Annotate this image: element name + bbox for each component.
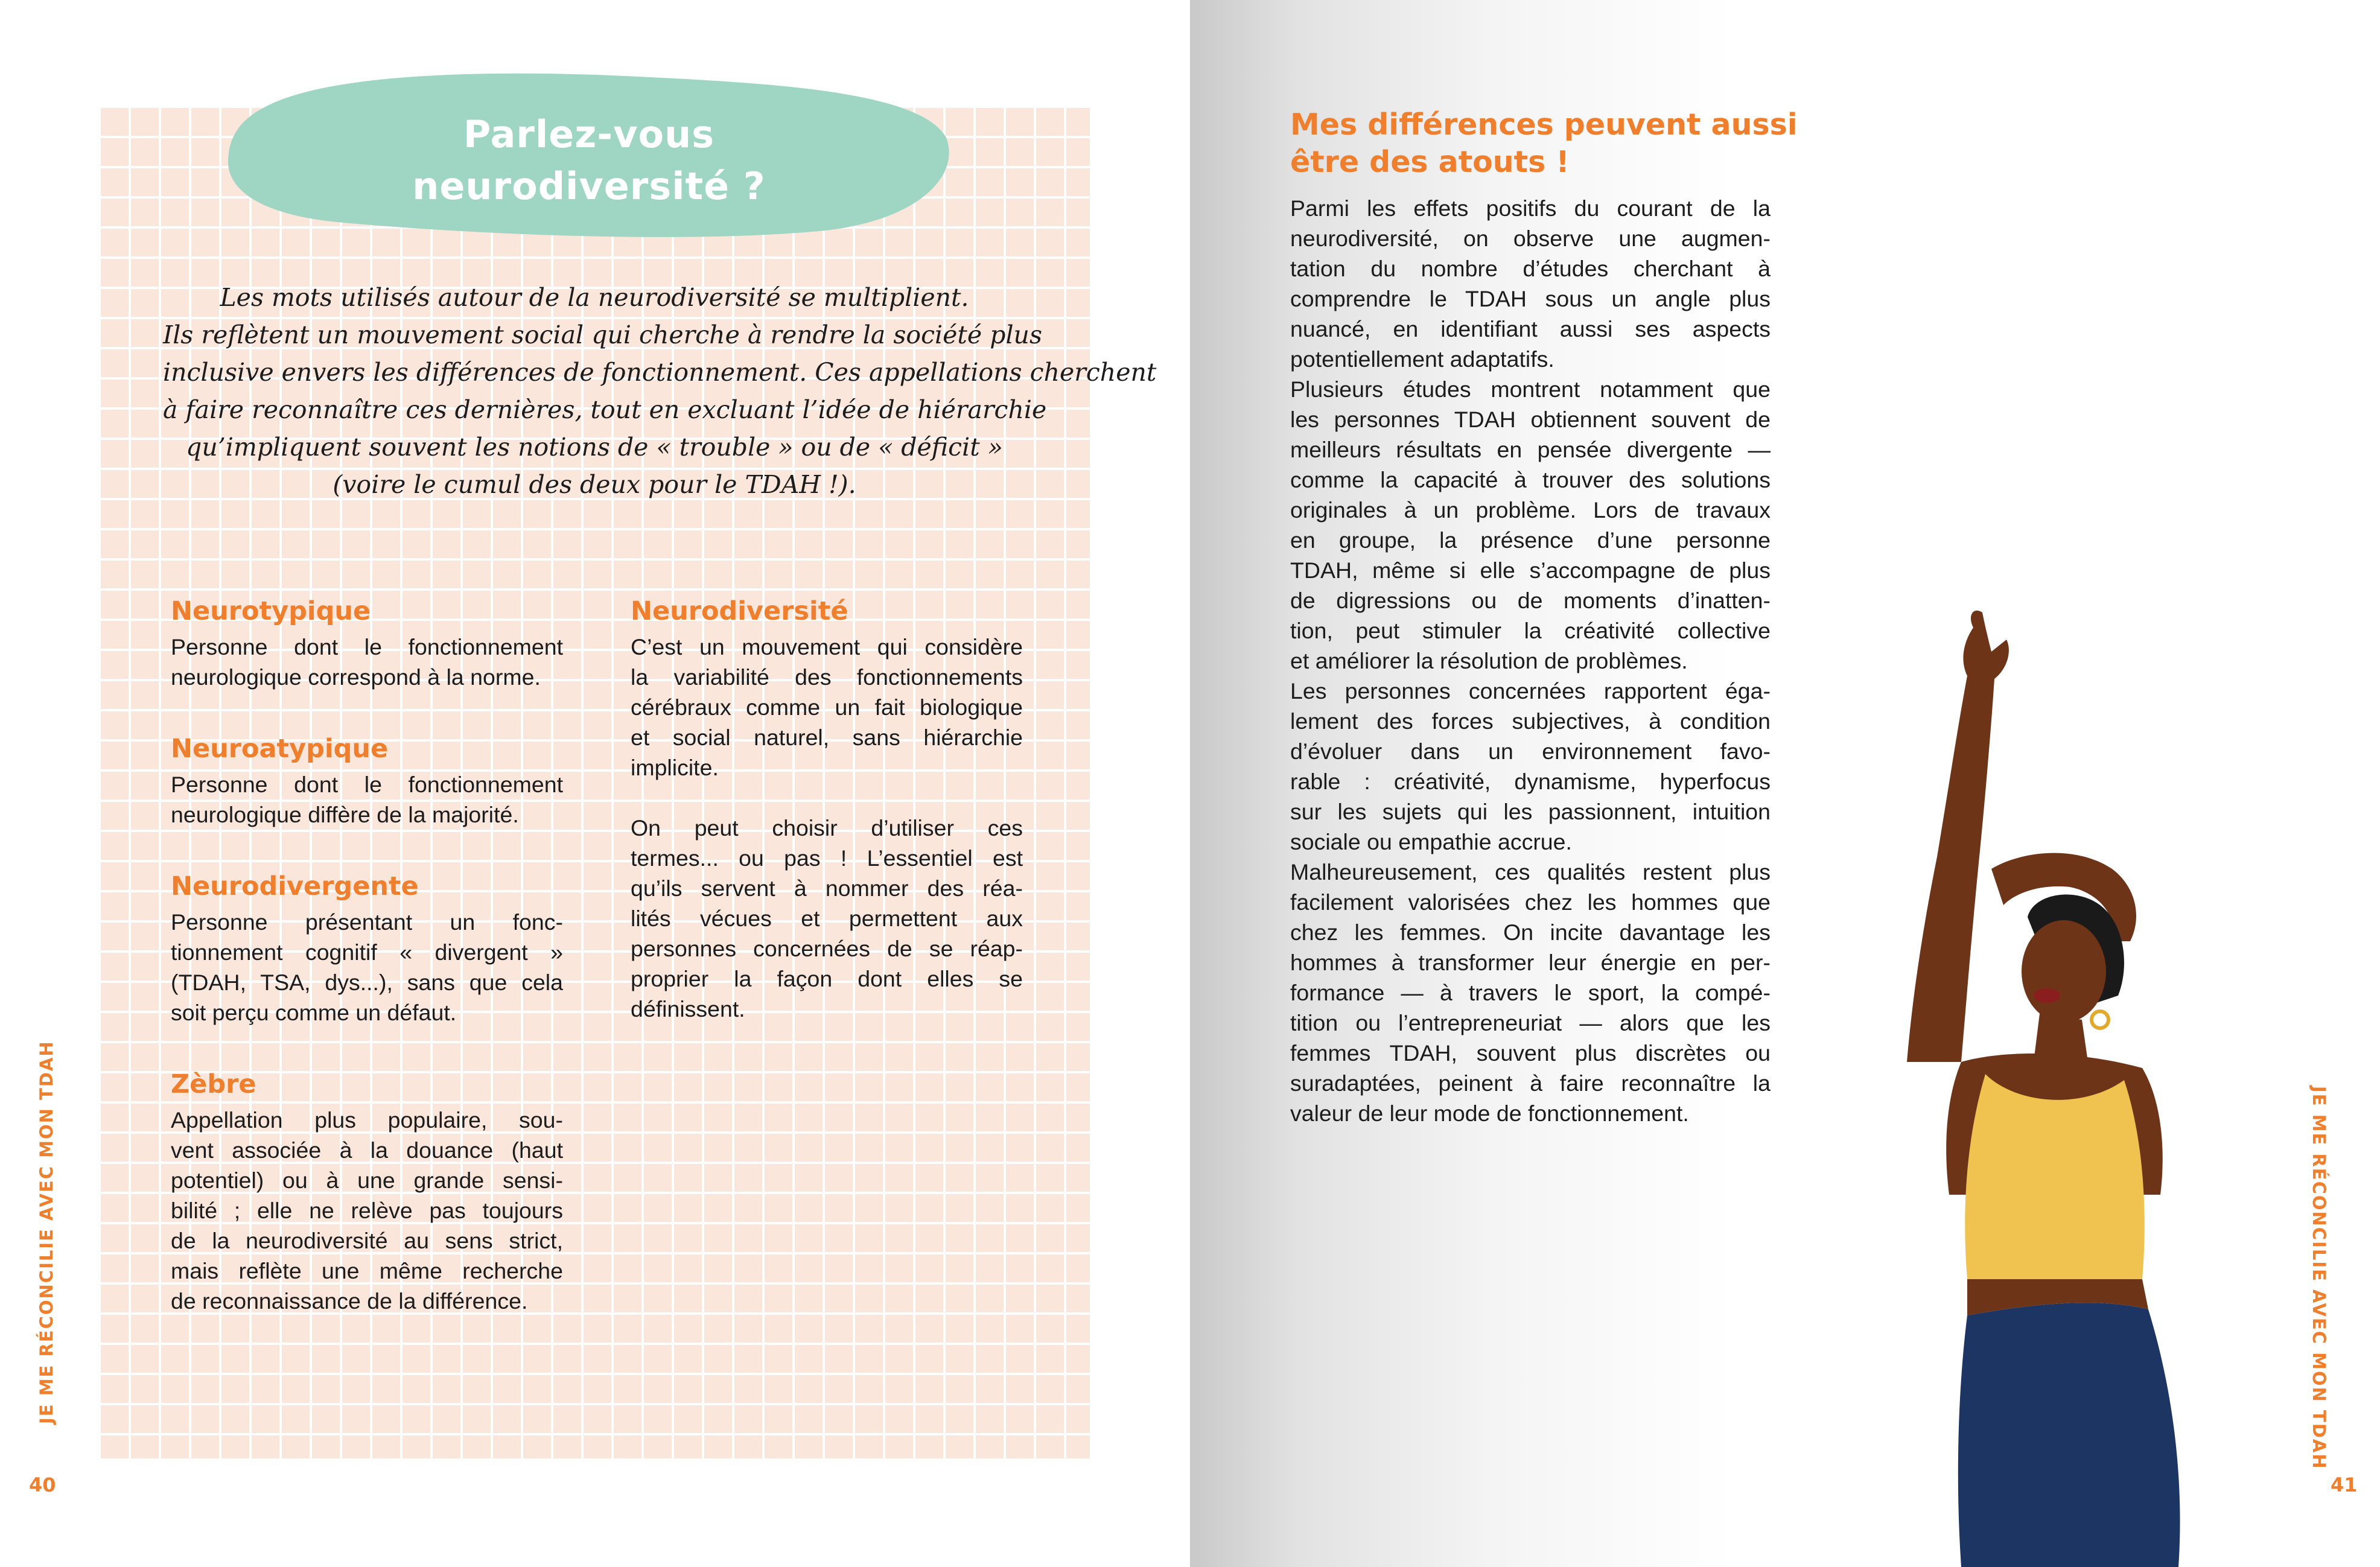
- heading-line-2: être des atouts !: [1290, 145, 1570, 179]
- definition-line: termes... ou pas ! L’essentiel est: [631, 845, 1023, 871]
- jeans: [1958, 1303, 2180, 1567]
- definition-neurodivergente: [171, 907, 563, 1028]
- body-line: meilleurs résultats en pensée divergente —: [1290, 437, 1771, 462]
- body-line: tition ou l’entrepreneuriat — alors que les: [1290, 1010, 1771, 1035]
- term-zebre: Zèbre: [171, 1069, 256, 1099]
- body-line: neurodiversité, on observe une augmen-: [1290, 226, 1771, 251]
- body-line: formance — à travers le sport, la compé-: [1290, 980, 1771, 1005]
- title-line-2: neurodiversité ?: [412, 164, 766, 208]
- lips: [2034, 988, 2060, 1003]
- intro-line: (voire le cumul des deux pour le TDAH !).: [332, 470, 856, 499]
- running-header-left: JE ME RÉCONCILIE AVEC MON TDAH: [36, 1040, 57, 1424]
- definition-line: personnes concernées de se réap-: [631, 936, 1023, 961]
- definitions-left-column: [171, 594, 563, 1316]
- right-page-body: [1290, 193, 1771, 1128]
- body-line: TDAH, même si elle s’accompagne de plus: [1290, 558, 1771, 583]
- right-page-heading: [1290, 106, 1833, 181]
- definition-line: (TDAH, TSA, dys...), sans que cela: [171, 970, 563, 995]
- body-line: suradaptées, peinent à faire reconnaître la: [1290, 1070, 1771, 1096]
- body-line: sur les sujets qui les passionnent, intuition: [1290, 799, 1771, 824]
- body-line: sociale ou empathie accrue.: [1290, 829, 1572, 854]
- page-title: [228, 109, 950, 212]
- body-line: potentiellement adaptatifs.: [1290, 346, 1554, 372]
- definition-line: lités vécues et permettent aux: [631, 906, 1023, 931]
- page-number-left: 40: [29, 1473, 56, 1496]
- body-line: les personnes TDAH obtiennent souvent de: [1290, 407, 1771, 432]
- definition-line: Personne présentant un fonc-: [171, 909, 563, 935]
- definition-line: neurologique correspond à la norme.: [171, 664, 541, 690]
- woman-illustration: [1883, 603, 2209, 1567]
- definition-line: tionnement cognitif « divergent »: [171, 939, 563, 965]
- definition-line: Personne dont le fonctionnement: [171, 772, 563, 797]
- body-line: de digressions ou de moments d’inatten-: [1290, 588, 1771, 613]
- definition-line: neurologique diffère de la majorité.: [171, 802, 519, 827]
- body-line: originales à un problème. Lors de travaux: [1290, 497, 1771, 523]
- definition-line: mais reflète une même recherche: [171, 1258, 563, 1283]
- earring: [2092, 1011, 2108, 1028]
- body-line: chez les femmes. On incite davantage les: [1290, 920, 1771, 945]
- definition-line: cérébraux comme un fait biologique: [631, 695, 1023, 720]
- body-line: en groupe, la présence d’une personne: [1290, 527, 1771, 553]
- body-line: valeur de leur mode de fonctionnement.: [1290, 1101, 1689, 1126]
- definitions-right-column: [631, 594, 1023, 1024]
- definition-line: On peut choisir d’utiliser ces: [631, 815, 1023, 841]
- neurodiversite-note: [631, 813, 1023, 1024]
- definition-line: soit perçu comme un défaut.: [171, 1000, 457, 1025]
- intro-line: Les mots utilisés autour de la neurodiversité se multiplient.: [220, 283, 969, 312]
- definition-line: proprier la façon dont elles se: [631, 966, 1023, 991]
- definition-line: Personne dont le fonctionnement: [171, 634, 563, 660]
- intro-line: inclusive envers les différences de fonctionnement. Ces appellations cherchent: [163, 358, 1157, 387]
- definition-line: C’est un mouvement qui considère: [631, 634, 1023, 660]
- body-line: d’évoluer dans un environnement favo-: [1290, 739, 1771, 764]
- body-line: et améliorer la résolution de problèmes.: [1290, 648, 1688, 673]
- body-line: Malheureusement, ces qualités restent plus: [1290, 859, 1771, 885]
- definition-neurotypique: [171, 632, 563, 692]
- body-line: Parmi les effets positifs du courant de la: [1290, 195, 1771, 221]
- body-line: nuancé, en identifiant aussi ses aspects: [1290, 316, 1771, 342]
- body-line: Les personnes concernées rapportent éga-: [1290, 678, 1771, 704]
- definition-line: de la neurodiversité au sens strict,: [171, 1228, 563, 1253]
- body-line: tion, peut stimuler la créativité collective: [1290, 618, 1771, 643]
- title-line-1: Parlez-vous: [463, 112, 715, 156]
- body-line: lement des forces subjectives, à condition: [1290, 708, 1771, 734]
- heading-line-1: Mes différences peuvent aussi: [1290, 107, 1798, 142]
- intro-line: Ils reflètent un mouvement social qui cherche à rendre la société plus: [163, 320, 1043, 349]
- body-line: facilement valorisées chez les hommes que: [1290, 889, 1771, 915]
- body-line: comprendre le TDAH sous un angle plus: [1290, 286, 1771, 311]
- intro-line: à faire reconnaître ces dernières, tout en excluant l’idée de hiérarchie: [163, 395, 1047, 424]
- definition-line: définissent.: [631, 996, 745, 1022]
- tank-top: [1965, 1074, 2145, 1279]
- body-line: hommes à transformer leur énergie en per-: [1290, 950, 1771, 975]
- term-neuroatypique: Neuroatypique: [171, 734, 389, 764]
- intro-paragraph: [163, 279, 1157, 503]
- body-text: [1290, 193, 1771, 1128]
- body-line: tation du nombre d’études cherchant à: [1290, 256, 1771, 281]
- body-line: comme la capacité à trouver des solutions: [1290, 467, 1771, 492]
- definition-zebre: [171, 1105, 563, 1316]
- definition-line: la variabilité des fonctionnements: [631, 664, 1023, 690]
- intro-line: qu’impliquent souvent les notions de « trouble » ou de « déficit »: [186, 433, 1003, 462]
- term-neurodivergente: Neurodivergente: [171, 871, 419, 901]
- definition-neuroatypique: [171, 769, 563, 830]
- raised-arm: [1907, 611, 2009, 1062]
- term-neurotypique: Neurotypique: [171, 596, 371, 626]
- title-banner: [228, 71, 950, 240]
- page-number-right: 41: [2331, 1473, 2358, 1496]
- body-line: Plusieurs études montrent notamment que: [1290, 377, 1771, 402]
- definition-line: et social naturel, sans hiérarchie: [631, 725, 1023, 750]
- definition-line: implicite.: [631, 755, 719, 780]
- body-line: femmes TDAH, souvent plus discrètes ou: [1290, 1040, 1771, 1066]
- definition-line: potentiel) ou à une grande sensi-: [171, 1168, 563, 1193]
- definition-neurodiversite: [631, 632, 1023, 783]
- definition-line: Appellation plus populaire, sou-: [171, 1107, 563, 1133]
- definition-line: de reconnaissance de la différence.: [171, 1288, 528, 1314]
- definition-line: bilité ; elle ne relève pas toujours: [171, 1198, 563, 1223]
- term-neurodiversite: Neurodiversité: [631, 596, 848, 626]
- definition-line: vent associée à la douance (haut: [171, 1137, 563, 1163]
- definition-line: qu’ils servent à nommer des réa-: [631, 876, 1023, 901]
- body-line: rable : créativité, dynamisme, hyperfocus: [1290, 769, 1771, 794]
- head: [2022, 920, 2106, 1023]
- running-header-right: JE ME RÉCONCILIE AVEC MON TDAH: [2309, 1086, 2329, 1470]
